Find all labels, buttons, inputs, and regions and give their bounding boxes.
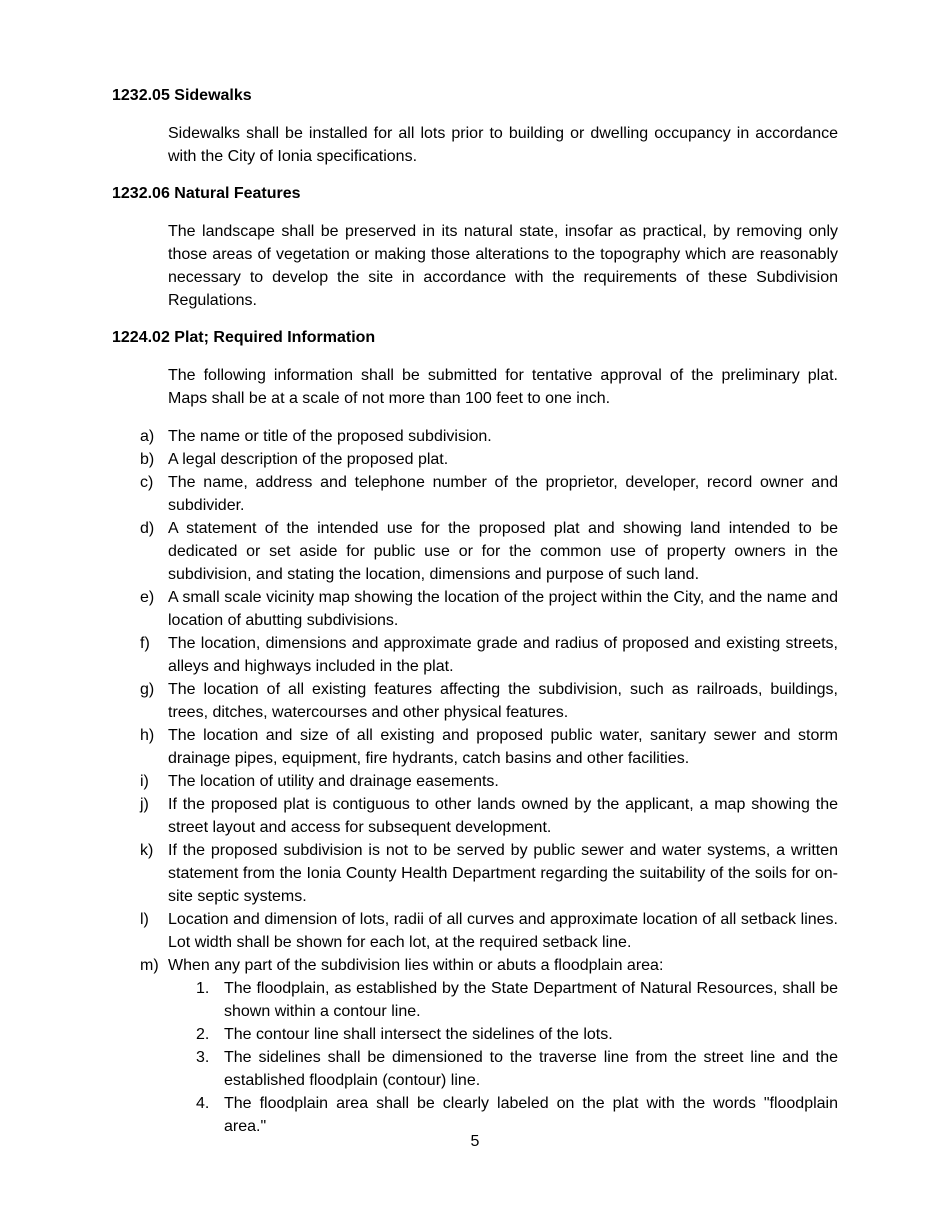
list-item xyxy=(140,471,838,517)
list-marker: a) xyxy=(140,428,155,445)
list-marker: m) xyxy=(140,957,159,974)
section-body-natural-features: The landscape shall be preserved in its natural state, insofar as practical, by removing only those areas of vegetation or making those alterations to the topography which are reasonably necessary to develop the site in accordance with the requirements of these Subdivision Regulations. xyxy=(168,223,838,309)
sublist-item-text: The floodplain area shall be clearly labeled on the plat with the words "floodplain area." xyxy=(224,1095,838,1135)
list-marker: c) xyxy=(140,474,154,491)
list-marker: l) xyxy=(140,911,149,928)
list-item xyxy=(140,954,838,1138)
required-information-list xyxy=(140,425,838,1138)
list-item xyxy=(140,586,838,632)
list-item xyxy=(140,793,838,839)
sublist-item xyxy=(196,977,838,1023)
floodplain-sublist xyxy=(168,977,838,1138)
list-item-text: The location of utility and drainage easements. xyxy=(168,773,499,790)
section-heading-plat-required-info: 1224.02 Plat; Required Information xyxy=(112,329,376,346)
list-item-text: A legal description of the proposed plat. xyxy=(168,451,449,468)
sublist-item xyxy=(196,1046,838,1092)
section-body-plat-required-info: The following information shall be submitted for tentative approval of the preliminary plat. Maps shall be at a scale of not more than 100 feet to one inch. xyxy=(168,367,838,407)
sublist-item-text: The sidelines shall be dimensioned to the traverse line from the street line and the established floodplain (contour) line. xyxy=(224,1049,838,1089)
sublist-marker: 3. xyxy=(196,1049,210,1066)
list-item xyxy=(140,678,838,724)
list-item-text: A statement of the intended use for the proposed plat and showing land intended to be dedicated or set aside for public use or for the common use of property owners in the subdivision, and stating the location, dimensions and purpose of such land. xyxy=(168,520,838,583)
list-item xyxy=(140,448,838,471)
list-item xyxy=(140,839,838,908)
section-heading-natural-features: 1232.06 Natural Features xyxy=(112,185,301,202)
list-item-text: The location of all existing features affecting the subdivision, such as railroads, buildings, trees, ditches, watercourses and other physical features. xyxy=(168,681,838,721)
list-item xyxy=(140,632,838,678)
list-item-text: Location and dimension of lots, radii of all curves and approximate location of all setback lines. Lot width shall be shown for each lot, at the required setback line. xyxy=(168,911,838,951)
sublist-marker: 4. xyxy=(196,1095,210,1112)
list-marker: h) xyxy=(140,727,155,744)
list-marker: d) xyxy=(140,520,155,537)
list-item-text: If the proposed plat is contiguous to other lands owned by the applicant, a map showing the street layout and access for subsequent development. xyxy=(168,796,838,836)
list-item-text: When any part of the subdivision lies within or abuts a floodplain area: xyxy=(168,957,664,974)
section-body-sidewalks: Sidewalks shall be installed for all lots prior to building or dwelling occupancy in accordance with the City of Ionia specifications. xyxy=(168,125,838,165)
list-item-text: The name or title of the proposed subdivision. xyxy=(168,428,492,445)
list-item xyxy=(140,724,838,770)
list-marker: b) xyxy=(140,451,155,468)
list-item-text: The location and size of all existing and proposed public water, sanitary sewer and storm drainage pipes, equipment, fire hydrants, catch basins and other facilities. xyxy=(168,727,838,767)
sublist-marker: 1. xyxy=(196,980,210,997)
list-marker: j) xyxy=(140,796,149,813)
list-marker: g) xyxy=(140,681,155,698)
sublist-item-text: The contour line shall intersect the sidelines of the lots. xyxy=(224,1026,613,1043)
list-item xyxy=(140,425,838,448)
list-item xyxy=(140,517,838,586)
sublist-marker: 2. xyxy=(196,1026,210,1043)
list-marker: f) xyxy=(140,635,150,652)
list-item-text: The location, dimensions and approximate grade and radius of proposed and existing streets, alleys and highways included in the plat. xyxy=(168,635,838,675)
sublist-item-text: The floodplain, as established by the State Department of Natural Resources, shall be shown within a contour line. xyxy=(224,980,838,1020)
page-number: 5 xyxy=(470,1133,480,1150)
list-item xyxy=(140,908,838,954)
list-item-text: The name, address and telephone number of the proprietor, developer, record owner and subdivider. xyxy=(168,474,838,514)
sublist-item xyxy=(196,1023,838,1046)
section-heading-sidewalks: 1232.05 Sidewalks xyxy=(112,87,252,104)
list-marker: k) xyxy=(140,842,154,859)
list-item-text: A small scale vicinity map showing the location of the project within the City, and the name and location of abutting subdivisions. xyxy=(168,589,838,629)
list-marker: i) xyxy=(140,773,149,790)
list-marker: e) xyxy=(140,589,155,606)
list-item-text: If the proposed subdivision is not to be served by public sewer and water systems, a written statement from the Ionia County Health Department regarding the suitability of the soils for on-site septic systems. xyxy=(168,842,838,905)
list-item xyxy=(140,770,838,793)
